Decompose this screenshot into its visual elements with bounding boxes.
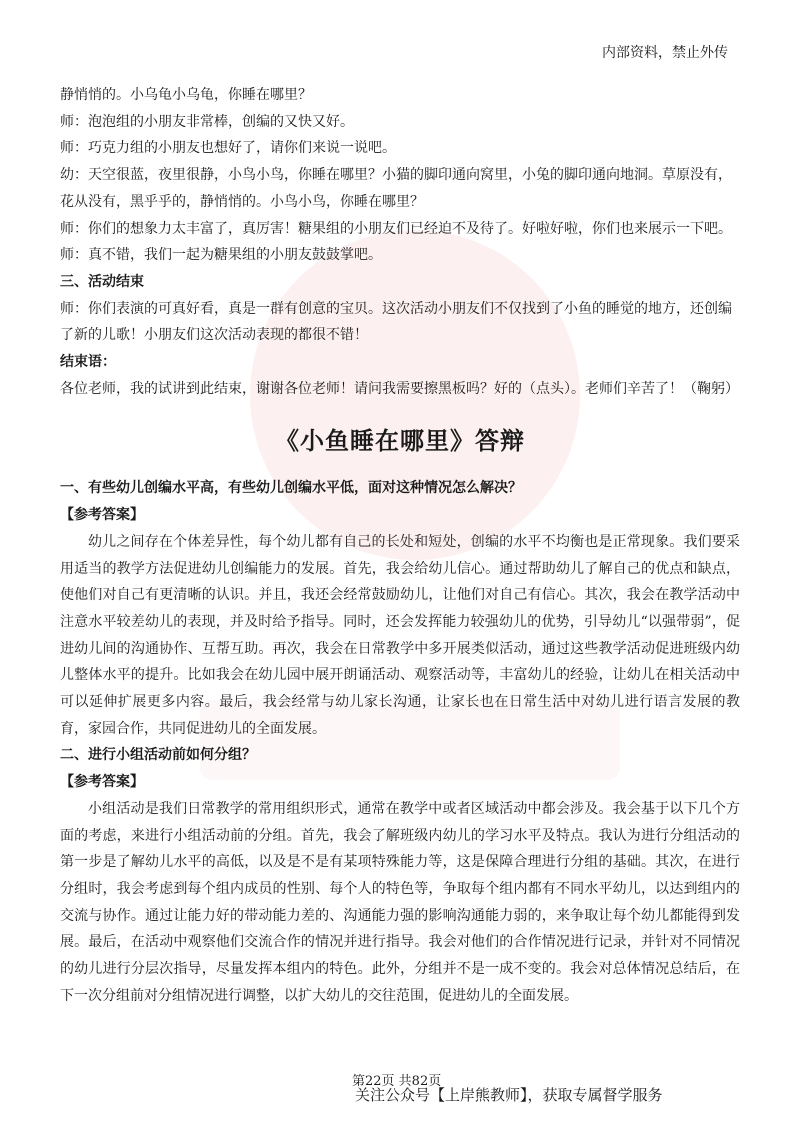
question-2: 二、进行小组活动前如何分组？ [60,747,256,764]
footer-ad: 关注公众号【上岸熊教师】，获取专属督学服务 [355,1086,663,1104]
answer-label-2: 【参考答案】 [60,774,144,791]
section-text: 师：你们表演的可真好看，真是一群有创意的宝贝。这次活动小朋友们不仅找到了小鱼的睡觉的地方，还创编了新的儿歌！小朋友们这次活动表现的都很不错！ [60,300,732,344]
dialogue-line: 师：你们的想象力太丰富了，真厉害！糖果组的小朋友们已经迫不及待了。好啦好啦，你们也来展示一下吧。 [60,220,732,237]
dialogue-line: 幼：天空很蓝，夜里很静，小鸟小鸟，你睡在哪里？小猫的脚印通向窝里，小兔的脚印通向地洞。草原没有，花从没有，黑乎乎的，静悄悄的。小鸟小鸟，你睡在哪里？ [60,167,732,210]
question-1: 一、有些幼儿创编水平高，有些幼儿创编水平低，面对这种情况怎么解决？ [60,480,522,497]
dialogue-line: 师：巧克力组的小朋友也想好了，请你们来说一说吧。 [60,140,396,157]
answer-2: 小组活动是我们日常教学的常用组织形式，通常在教学中或者区域活动中都会涉及。我会基于以下几个方面的考虑，来进行小组活动前的分组。首先，我会了解班级内幼儿的学习水平及特点。我认为进行分组活动的第一步是了解幼儿水平的高低，以及是不是有某项特殊能力等，这是保障合理进行分组的基础。其次，在进行分组时，我会考虑到每个组内成员的性别、每个人的特色等，争取每个组内都有不同水平幼儿，以达到组内的交流与协作。通过让能力好的带动能力差的、沟通能力强的影响沟通能力弱的，来争取让每个幼儿都能得到发展。最后，在活动中观察他们交流合作的情况并进行指导。我会对他们的合作情况进行记录，并针对不同情况的幼儿进行分层次指导，尽量发挥本组内的特色。此外，分组并不是一成不变的。我会对总体情况总结后，在下一次分组前对分组情况进行调整，以扩大幼儿的交往范围，促进幼儿的全面发展。 [60,800,740,1004]
answer-label-1: 【参考答案】 [60,507,144,524]
header-note: 内部资料，禁止外传 [602,45,728,61]
section-heading: 三、活动结束 [60,273,144,290]
closing-text: 各位老师，我的试讲到此结束，谢谢各位老师！请问我需要擦黑板吗？好的（点头）。老师们辛苦了！（鞠躬） [60,380,739,397]
dialogue-line: 静悄悄的。小乌龟小乌龟，你睡在哪里？ [60,87,312,103]
dialogue-line: 师：泡泡组的小朋友非常棒，创编的又快又好。 [60,113,354,130]
document-body [60,82,740,1010]
page-number: 第22页 共82页 [352,1074,442,1089]
closing-heading: 结束语： [60,354,116,371]
dialogue-line: 师：真不错，我们一起为糖果组的小朋友鼓鼓掌吧。 [60,247,382,264]
defense-title: 《小鱼睡在哪里》答辩 [275,426,525,456]
answer-1: 幼儿之间存在个体差异性，每个幼儿都有自己的长处和短处，创编的水平不均衡也是正常现象。我们要采用适当的教学方法促进幼儿创编能力的发展。首先，我会给幼儿信心。通过帮助幼儿了解自己的优点和缺点，使他们对自己有更清晰的认识。并且，我还会经常鼓励幼儿，让他们对自己有信心。其次，我会在教学活动中注意水平较差幼儿的表现，并及时给予指导。同时，还会发挥能力较强幼儿的优势，引导幼儿“以强带弱”，促进幼儿间的沟通协作、互帮互助。再次，我会在日常教学中多开展类似活动，通过这些教学活动促进班级内幼儿整体水平的提升。比如我会在幼儿园中展开朗诵活动、观察活动等，丰富幼儿的经验，让幼儿在相关活动中可以延伸扩展更多内容。最后，我会经常与幼儿家长沟通，让家长也在日常生活中对幼儿进行语言发展的教育，家园合作，共同促进幼儿的全面发展。 [60,533,740,737]
